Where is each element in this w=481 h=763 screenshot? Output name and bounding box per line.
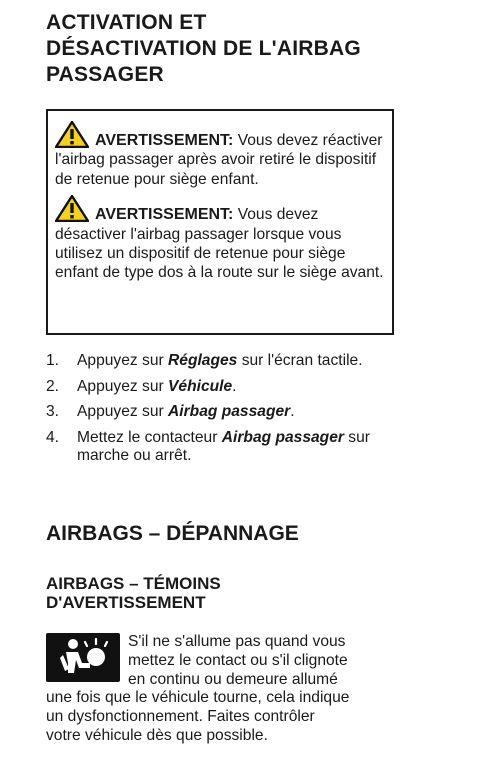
step-number: 3. [46, 403, 60, 421]
warning-2-label: AVERTISSEMENT: [95, 206, 234, 224]
lamp-text-line: un dysfonctionnement. Faites contrôler [46, 708, 315, 726]
step-number: 2. [46, 377, 60, 395]
lamps-heading-line-1: AIRBAGS – TÉMOINS [46, 574, 221, 593]
step-item [46, 352, 408, 371]
title-line-1: ACTIVATION ET [46, 11, 207, 34]
lamp-text-line: une fois que le véhicule tourne, cela indique [46, 689, 350, 707]
warning-1-text: Vous devez réactiver l'airbag passager après avoir retiré le dispositif de retenue pour siège enfant. [55, 132, 383, 188]
step-bold-term: Airbag passager [168, 403, 291, 421]
title-line-2: DÉSACTIVATION DE L'AIRBAG [46, 37, 361, 60]
step-text: Appuyez sur [77, 377, 169, 395]
step-number: 4. [46, 428, 60, 446]
steps-list [46, 352, 408, 473]
lamp-text-line: en continu ou demeure allumé [128, 670, 338, 688]
warning-2-text: Vous devez désactiver l'airbag passager lorsque vous utilisez un dispositif de retenue pour siège enfant de type dos à la route sur le siège avant. [55, 206, 384, 282]
title-line-3: PASSAGER [46, 63, 164, 86]
warning-triangle-icon [55, 121, 89, 148]
step-item [46, 429, 408, 466]
step-item [46, 378, 408, 397]
step-text: sur l'écran tactile. [237, 352, 363, 369]
warning-lamps-heading [46, 574, 221, 612]
step-text: sur marche ou arrêt. [77, 428, 370, 465]
warning-1 [55, 121, 384, 189]
warning-1-label: AVERTISSEMENT: [95, 132, 234, 149]
lamp-text-line: votre véhicule dès que possible. [46, 726, 268, 744]
step-number: 1. [46, 352, 60, 369]
step-text: . [290, 403, 295, 421]
page-title [46, 10, 426, 88]
lamps-heading-line-2: D'AVERTISSEMENT [46, 593, 206, 612]
step-bold-term: Réglages [168, 352, 238, 369]
step-item [46, 403, 408, 422]
warning-2 [55, 195, 384, 283]
step-bold-term: Véhicule [168, 377, 233, 395]
airbag-warning-lamp-icon [46, 633, 120, 682]
step-bold-term: Airbag passager [221, 428, 344, 446]
warning-box [46, 109, 394, 335]
step-text: Appuyez sur [77, 352, 169, 369]
step-text: . [232, 377, 237, 395]
step-text: Mettez le contacteur [77, 428, 222, 446]
warning-triangle-icon [55, 195, 89, 222]
lamp-text-line: mettez le contact ou s'il clignote [128, 651, 348, 669]
step-text: Appuyez sur [77, 403, 169, 421]
lamp-text-line: S'il ne s'allume pas quand vous [128, 633, 346, 650]
troubleshooting-heading: AIRBAGS – DÉPANNAGE [46, 522, 299, 545]
